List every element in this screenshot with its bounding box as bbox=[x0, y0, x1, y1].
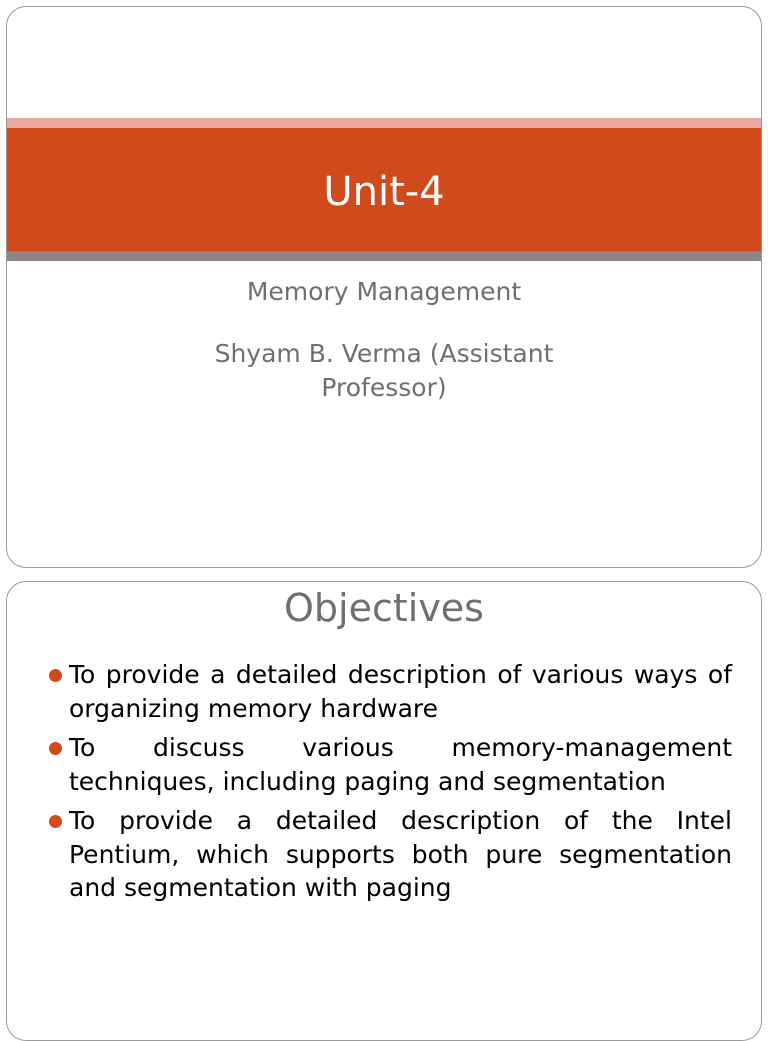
bullet-dot-icon bbox=[49, 815, 62, 828]
subtitle-block bbox=[7, 275, 761, 405]
list-item bbox=[7, 658, 762, 725]
title-band-bottom-stripe bbox=[7, 251, 761, 261]
objectives-list bbox=[7, 658, 762, 911]
title-slide bbox=[6, 6, 762, 568]
bullet-text: To discuss various memory-management techniques, including paging and segmentation bbox=[69, 733, 732, 796]
slide-title: Unit-4 bbox=[323, 168, 445, 215]
objectives-title: Objectives bbox=[284, 586, 484, 630]
list-item bbox=[7, 731, 762, 798]
bullet-dot-icon bbox=[49, 669, 62, 682]
bullet-text: To provide a detailed description of various ways of organizing memory hardware bbox=[69, 660, 732, 723]
list-item bbox=[7, 804, 762, 905]
presenter-name: Shyam B. Verma (Assistant Professor) bbox=[214, 339, 554, 402]
bullet-dot-icon bbox=[49, 742, 62, 755]
objectives-slide bbox=[6, 581, 762, 1041]
title-band bbox=[7, 128, 761, 251]
slide-subtitle: Memory Management bbox=[246, 277, 522, 306]
bullet-text: To provide a detailed description of the Intel Pentium, which supports both pure segmentation and segmentation with paging bbox=[69, 806, 732, 902]
title-band-top-stripe bbox=[7, 118, 761, 128]
